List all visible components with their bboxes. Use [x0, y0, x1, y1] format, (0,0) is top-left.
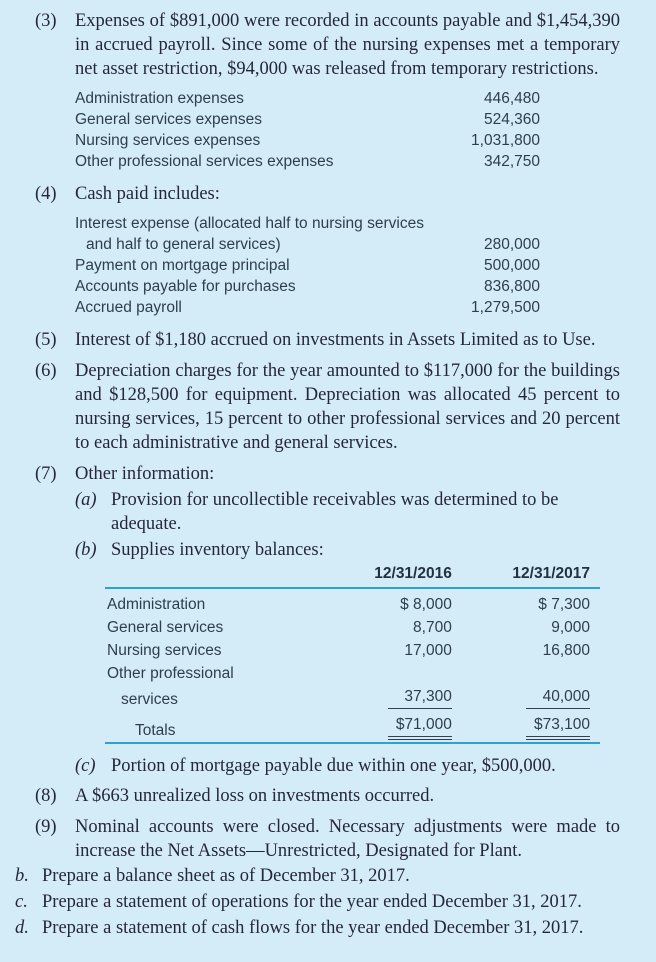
- underlined-value: 40,000: [526, 688, 590, 709]
- expense-row: [75, 151, 540, 172]
- table-row: [105, 617, 600, 640]
- requirement-c-letter: c.: [15, 892, 28, 912]
- item-3: [35, 9, 620, 81]
- item-3-text: Expenses of $891,000 were recorded in accounts payable and $1,454,390 in accrued payroll. Since some of the nursing expenses met a temporary net asset restriction, $94,000 was released from temporary restrictions.: [75, 11, 620, 79]
- item-4-number: (4): [35, 184, 57, 204]
- expense-label: Other professional services expenses: [75, 153, 334, 170]
- row-label: General services: [107, 619, 224, 636]
- row-value-2017: 16,800: [542, 642, 590, 659]
- item-7c-number: (c): [75, 756, 96, 776]
- item-7b-number: (b): [75, 540, 97, 560]
- row-value-2017: [462, 686, 600, 712]
- interest-label-line1: Interest expense (allocated half to nursing services: [75, 215, 424, 232]
- cash-paid-value: 280,000: [483, 236, 540, 253]
- expense-value: 446,480: [483, 90, 540, 107]
- item-7c: [75, 754, 620, 778]
- table-row: [105, 686, 600, 712]
- expense-label: Nursing services expenses: [75, 132, 261, 149]
- row-value-2016: [324, 663, 462, 686]
- cash-paid-value: 836,800: [483, 278, 540, 295]
- table-header-2017: 12/31/2017: [462, 565, 600, 588]
- table-header-blank: [105, 565, 324, 588]
- row-label: services: [121, 691, 178, 708]
- cash-paid-label: Payment on mortgage principal: [75, 257, 290, 274]
- double-underlined-value: $71,000: [388, 716, 452, 740]
- expense-value: 524,360: [483, 111, 540, 128]
- requirement-c-text: Prepare a statement of operations for the year ended December 31, 2017.: [42, 892, 582, 912]
- item-7b: [75, 538, 620, 562]
- item-7c-text: Portion of mortgage payable due within one year, $500,000.: [111, 756, 556, 776]
- item-7a: [75, 488, 620, 536]
- cash-paid-row: [75, 255, 540, 276]
- item-7a-text: Provision for uncollectible receivables was determined to be adequate.: [111, 490, 559, 534]
- expense-value: 342,750: [483, 153, 540, 170]
- double-underlined-value: $73,100: [526, 716, 590, 740]
- item-8-number: (8): [35, 786, 57, 806]
- cash-paid-label: Accrued payroll: [75, 299, 182, 316]
- item-6-text: Depreciation charges for the year amounted to $117,000 for the buildings and $128,500 for equipment. Depreciation was allocated 45 percent to nursing services, 15 percent to other professional services and 20 percent to each administrative and general services.: [75, 361, 620, 453]
- item-9-text: Nominal accounts were closed. Necessary adjustments were made to increase the Net Assets—Unrestricted, Designated for Plant.: [75, 817, 620, 861]
- item-6: [35, 359, 620, 455]
- item-4: [35, 182, 620, 206]
- requirement-d-letter: d.: [15, 918, 29, 938]
- requirement-b-text: Prepare a balance sheet as of December 31, 2017.: [42, 866, 410, 886]
- expense-label: Administration expenses: [75, 90, 244, 107]
- row-value-2016: 8,700: [413, 619, 452, 636]
- item-5: [35, 328, 620, 352]
- totals-value-2016: [324, 712, 462, 744]
- expense-row: [75, 109, 540, 130]
- item-3-number: (3): [35, 11, 57, 31]
- row-value-2016: [324, 686, 462, 712]
- item-8: [35, 784, 620, 808]
- expense-value: 1,031,800: [471, 132, 540, 149]
- expense-row: [75, 130, 540, 151]
- expense-row: [75, 88, 540, 109]
- item-5-number: (5): [35, 330, 57, 350]
- row-value-2017: $ 7,300: [538, 596, 590, 613]
- item-6-number: (6): [35, 361, 57, 381]
- item-9-number: (9): [35, 817, 57, 837]
- item-7b-text: Supplies inventory balances:: [111, 540, 324, 560]
- row-value-2016: $ 8,000: [400, 596, 452, 613]
- cash-paid-row-interest: [75, 213, 540, 255]
- table-row: [105, 640, 600, 663]
- expense-label: General services expenses: [75, 111, 262, 128]
- requirement-b-letter: b.: [15, 866, 29, 886]
- totals-value-2017: [462, 712, 600, 744]
- item-7a-number: (a): [75, 490, 97, 510]
- row-label: Other professional: [107, 665, 234, 682]
- underlined-value: 37,300: [388, 688, 452, 709]
- supplies-inventory-table: [105, 565, 600, 744]
- interest-label-line2: and half to general services): [86, 236, 281, 253]
- item-4-text: Cash paid includes:: [75, 184, 220, 204]
- cash-paid-value: 1,279,500: [471, 299, 540, 316]
- cash-paid-list: [75, 213, 540, 318]
- cash-paid-label: [75, 213, 450, 255]
- item-7-text: Other information:: [75, 464, 215, 484]
- requirement-d-text: Prepare a statement of cash flows for the year ended December 31, 2017.: [42, 918, 584, 938]
- table-totals-row: [105, 712, 600, 744]
- item-9: [35, 815, 620, 863]
- table-header-row: [105, 565, 600, 588]
- expense-list: [75, 88, 540, 172]
- cash-paid-row: [75, 297, 540, 318]
- requirement-c: [15, 890, 620, 915]
- table-row: [105, 663, 600, 686]
- requirement-b: [15, 864, 620, 889]
- row-label: Nursing services: [107, 642, 222, 659]
- requirement-d: [15, 916, 620, 941]
- item-5-text: Interest of $1,180 accrued on investments in Assets Limited as to Use.: [75, 330, 596, 350]
- row-value-2017: 9,000: [551, 619, 590, 636]
- cash-paid-label: Accounts payable for purchases: [75, 278, 296, 295]
- table-header-2016: 12/31/2016: [324, 565, 462, 588]
- row-value-2017: [462, 663, 600, 686]
- requirements: [15, 864, 620, 941]
- row-label: Administration: [107, 596, 206, 613]
- row-value-2016: 17,000: [404, 642, 452, 659]
- item-8-text: A $663 unrealized loss on investments occurred.: [75, 786, 435, 806]
- item-7-number: (7): [35, 464, 57, 484]
- table-row: [105, 588, 600, 617]
- cash-paid-row: [75, 276, 540, 297]
- cash-paid-value: 500,000: [483, 257, 540, 274]
- totals-label: Totals: [135, 721, 176, 739]
- item-7: [35, 462, 620, 486]
